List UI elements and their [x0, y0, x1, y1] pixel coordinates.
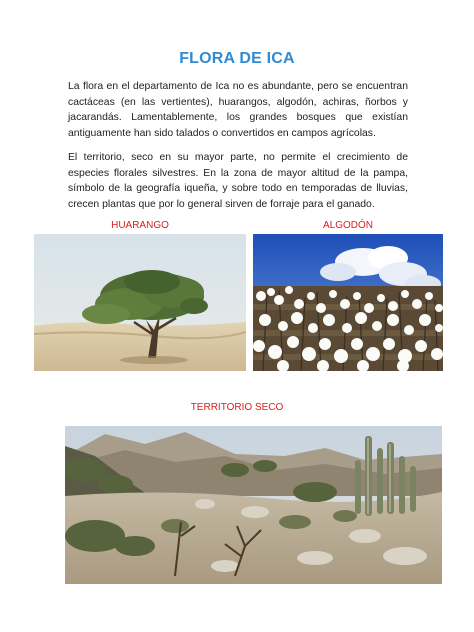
page-title: FLORA DE ICA [179, 50, 295, 67]
algodon-caption: ALGODÓN [322, 220, 373, 231]
huarango-caption: HUARANGO [111, 220, 169, 231]
huarango-photo [34, 234, 246, 371]
intro-paragraph: La flora en el departamento de Ica no es abundante, pero se encuentran cactáceas (en las vertientes), huarangos, algodón, achiras, ñorbos y jacarandás. Lamentablemente, los grandes bosques que existían antiguamente han sido talados o convertidos en campos agrícolas. [68, 81, 408, 139]
algodon-photo [253, 234, 443, 371]
territorio-seco-photo [65, 426, 442, 584]
territorio-caption: TERRITORIO SECO [190, 402, 284, 413]
territory-paragraph: El territorio, seco en su mayor parte, no permite el crecimiento de especies florales silvestres. En la zona de mayor altitud de la pampa, símbolo de la geografía iqueña, y sobre todo en temporadas de lluvias, crecen plantas que por lo general sirven de forraje para el ganado. [68, 152, 408, 210]
